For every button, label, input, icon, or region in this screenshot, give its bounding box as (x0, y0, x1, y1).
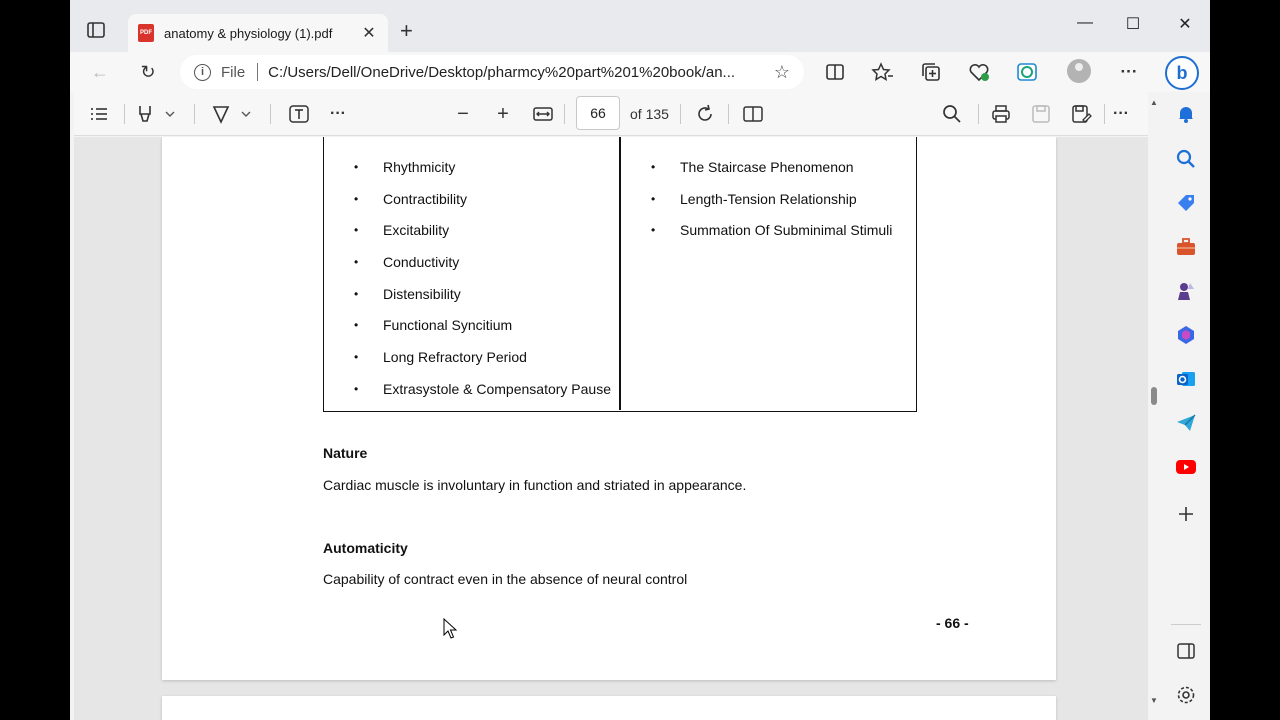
profile-avatar[interactable] (1067, 59, 1091, 83)
microsoft-365-icon[interactable] (1174, 323, 1198, 347)
table-bullet-item (651, 214, 892, 246)
zoom-out-button[interactable]: − (457, 103, 469, 125)
toolbar-divider (728, 104, 729, 124)
rotate-icon[interactable] (692, 102, 718, 126)
table-bullet-item (354, 214, 611, 246)
edge-extension-icon[interactable] (1014, 60, 1040, 84)
table-bullet-item (651, 151, 892, 183)
document-viewport[interactable] (74, 137, 1148, 720)
automaticity-paragraph: Capability of contract even in the absence of neural control (323, 571, 688, 587)
close-window-button[interactable]: ✕ (1178, 16, 1192, 33)
address-divider (257, 63, 258, 81)
highlight-icon[interactable] (132, 102, 158, 126)
add-text-icon[interactable] (286, 102, 312, 126)
tools-briefcase-icon[interactable] (1174, 235, 1198, 259)
back-button[interactable]: ← (91, 62, 109, 82)
add-sidebar-app-icon[interactable] (1174, 502, 1198, 526)
save-icon[interactable] (1028, 102, 1054, 126)
zoom-in-button[interactable]: + (497, 103, 509, 125)
collections-icon[interactable] (918, 60, 944, 84)
automaticity-heading: Automaticity (323, 540, 408, 556)
table-bullet-item (354, 341, 611, 373)
mouse-cursor-icon (443, 618, 457, 640)
favorites-icon[interactable] (870, 60, 896, 84)
bullet-icon: • (651, 223, 656, 238)
properties-table (323, 137, 917, 412)
search-icon[interactable] (1174, 147, 1198, 171)
tab-bar (70, 0, 1210, 52)
page-view-icon[interactable] (740, 102, 766, 126)
settings-more-icon[interactable]: ··· (1120, 62, 1138, 81)
table-bullet-item (354, 151, 611, 183)
split-screen-icon[interactable] (822, 60, 848, 84)
tab-actions-icon[interactable] (84, 18, 108, 42)
pdf-more-options-icon[interactable]: ··· (1113, 105, 1129, 122)
minimize-button[interactable]: — (1077, 14, 1093, 31)
bullet-text: Length-Tension Relationship (680, 190, 857, 207)
bullet-text: Conductivity (383, 253, 460, 270)
nature-paragraph: Cardiac muscle is involuntary in function and striated in appearance. (323, 477, 747, 493)
pdf-toolbar (74, 92, 1160, 136)
scroll-down-icon[interactable]: ▼ (1150, 696, 1158, 705)
toolbar-divider (564, 104, 565, 124)
bullet-text: Distensibility (383, 285, 461, 302)
draw-icon[interactable] (208, 102, 234, 126)
browser-essentials-icon[interactable] (966, 60, 992, 84)
page-footer-number: - 66 - (936, 615, 969, 631)
bullet-icon: • (354, 381, 359, 396)
bullet-text: Excitability (383, 222, 450, 239)
bullet-icon: • (651, 191, 656, 206)
bullet-icon: • (354, 191, 359, 206)
table-bullet-item (354, 309, 611, 341)
bullet-icon: • (354, 159, 359, 174)
scroll-up-icon[interactable]: ▲ (1150, 98, 1158, 107)
toolbar-divider (1104, 104, 1105, 124)
bullet-text: The Staircase Phenomenon (680, 158, 854, 175)
copilot-icon[interactable]: b (1165, 56, 1199, 90)
nature-heading: Nature (323, 445, 368, 461)
chevron-down-icon[interactable] (162, 102, 178, 126)
refresh-button[interactable]: ↻ (140, 62, 156, 82)
chevron-down-icon[interactable] (238, 102, 254, 126)
bullet-text: Rhythmicity (383, 158, 456, 175)
toolbar-divider (978, 104, 979, 124)
shopping-tag-icon[interactable] (1174, 191, 1198, 215)
pdf-file-icon: PDF (138, 24, 154, 42)
toolbar-divider (124, 104, 125, 124)
edge-sidebar (1163, 92, 1210, 720)
table-bullet-item (354, 278, 611, 310)
bell-icon[interactable] (1174, 102, 1198, 126)
bullet-text: Long Refractory Period (383, 348, 527, 365)
save-as-icon[interactable] (1068, 102, 1094, 126)
bullet-text: Functional Syncitium (383, 317, 513, 334)
toolbar-divider (194, 104, 195, 124)
table-bullet-item (354, 183, 611, 215)
toolbar-divider (270, 104, 271, 124)
drop-send-icon[interactable] (1174, 411, 1198, 435)
active-tab[interactable] (128, 14, 388, 52)
page-number-input[interactable]: 66 (576, 96, 620, 130)
bullet-icon: • (354, 254, 359, 269)
print-icon[interactable] (988, 102, 1014, 126)
table-bullet-item (354, 373, 611, 405)
bullet-text: Summation Of Subminimal Stimuli (680, 222, 893, 239)
more-tools-icon[interactable]: ··· (330, 105, 346, 122)
browser-window (70, 0, 1210, 720)
toolbar-divider (680, 104, 681, 124)
bullet-icon: • (354, 223, 359, 238)
fit-to-width-icon[interactable] (530, 102, 556, 126)
table-column-divider (619, 137, 621, 410)
tab-title: anatomy & physiology (1).pdf (164, 25, 333, 41)
sidebar-settings-gear-icon[interactable] (1174, 683, 1198, 707)
hide-sidebar-icon[interactable] (1174, 639, 1198, 663)
search-icon[interactable] (939, 102, 965, 126)
bullet-text: Contractibility (383, 190, 468, 207)
table-bullet-item (651, 183, 892, 215)
bullet-icon: • (354, 318, 359, 333)
address-file-label: File (221, 63, 246, 81)
table-right-column (651, 151, 892, 246)
vertical-scrollbar[interactable] (1148, 92, 1160, 720)
url-text[interactable]: C:/Users/Dell/OneDrive/Desktop/pharmcy%20part%201%20book/an... (268, 63, 736, 81)
navigation-bar (70, 52, 1210, 92)
info-icon[interactable]: i (194, 64, 211, 81)
close-tab-icon[interactable]: ✕ (362, 25, 376, 42)
maximize-button[interactable]: ☐ (1125, 16, 1141, 33)
bullet-icon: • (354, 286, 359, 301)
bullet-icon: • (651, 159, 656, 174)
favorite-star-icon[interactable]: ☆ (773, 61, 790, 82)
address-bar[interactable] (180, 55, 804, 89)
table-bullet-item (354, 246, 611, 278)
outlook-icon[interactable] (1174, 367, 1198, 391)
new-tab-button[interactable]: + (400, 18, 413, 43)
table-left-column (354, 151, 611, 405)
sidebar-divider (1171, 624, 1201, 625)
pdf-page (162, 137, 1056, 680)
games-icon[interactable] (1174, 279, 1198, 303)
youtube-icon[interactable] (1174, 455, 1198, 479)
bullet-text: Extrasystole & Compensatory Pause (383, 380, 611, 397)
contents-list-icon[interactable] (86, 102, 112, 126)
scrollbar-thumb[interactable] (1151, 387, 1157, 405)
bullet-icon: • (354, 349, 359, 364)
page-total-label: of 135 (630, 106, 669, 122)
next-pdf-page (162, 696, 1056, 720)
